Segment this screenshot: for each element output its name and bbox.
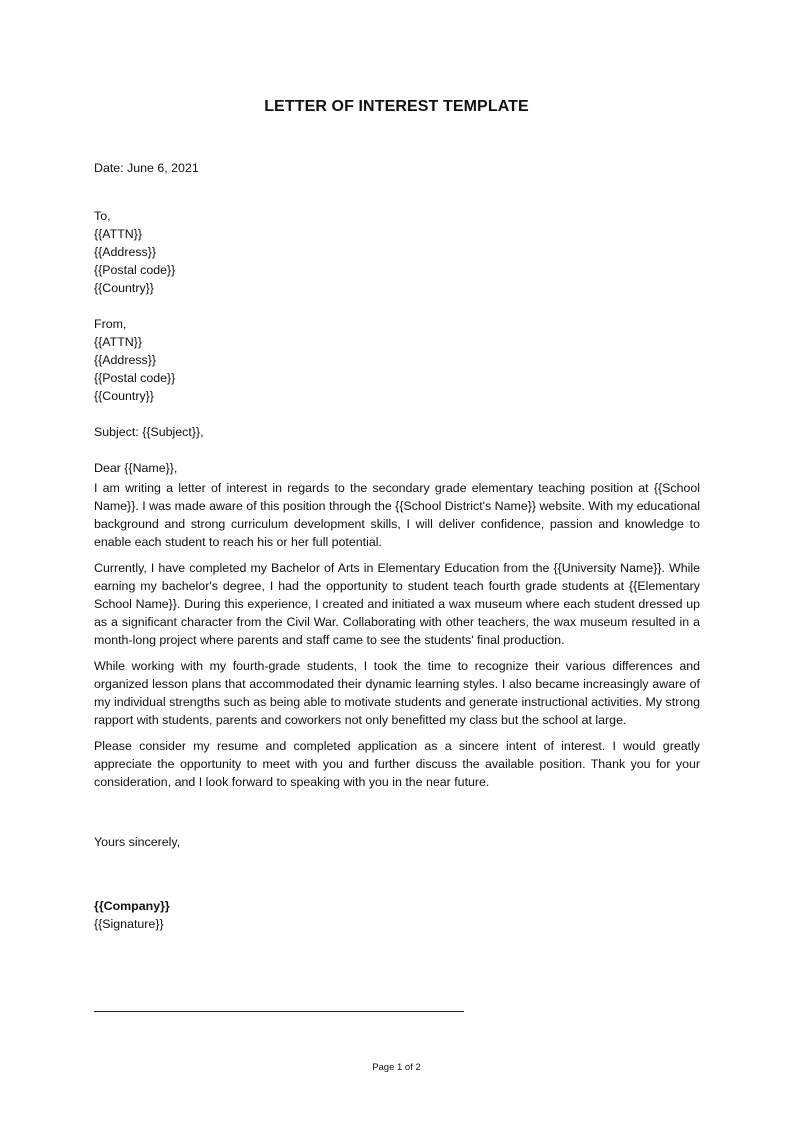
from-address: {{Address}}: [94, 353, 157, 367]
signature-placeholder: {{Signature}}: [94, 917, 164, 931]
salutation: Dear {{Name}},: [94, 461, 178, 475]
paragraph-1: I am writing a letter of interest in regards to the secondary grade elementary teaching position at {{School Name}}. I was made aware of this position through the {{School District's Name}} website. With my educational background and strong curriculum development skills, I will deliver confidence, passion and knowledge to enable each student to reach his or her full potential.: [94, 481, 700, 549]
page-number: Page 1 of 2: [372, 1062, 421, 1073]
company-placeholder: {{Company}}: [94, 899, 170, 913]
paragraph-3: While working with my fourth-grade students, I took the time to recognize their various differences and organized lesson plans that accommodated their dynamic learning styles. I also became increasingly aware of my individual strengths such as being able to motivate students and generate instructional activities. My strong rapport with students, parents and coworkers not only benefitted my class but the school at large.: [94, 659, 700, 727]
sender-block: [94, 315, 700, 405]
to-postal-code: {{Postal code}}: [94, 263, 176, 277]
recipient-block: [94, 207, 700, 297]
from-attn: {{ATTN}}: [94, 335, 142, 349]
paragraph-2: Currently, I have completed my Bachelor of Arts in Elementary Education from the {{University Name}}. While earning my bachelor's degree, I had the opportunity to student teach fourth grade students at {{Elementary School Name}}. During this experience, I created and initiated a wax museum where each student dressed up as a significant character from the Civil War. Collaborating with other teachers, the wax museum resulted in a month-long project where parents and staff came to see the students' final production.: [94, 561, 700, 647]
to-country: {{Country}}: [94, 281, 154, 295]
from-label: From,: [94, 317, 127, 331]
to-label: To,: [94, 209, 111, 223]
subject-line: Subject: {{Subject}},: [94, 425, 204, 439]
from-postal-code: {{Postal code}}: [94, 371, 176, 385]
to-address: {{Address}}: [94, 245, 157, 259]
closing: Yours sincerely,: [94, 835, 181, 849]
from-country: {{Country}}: [94, 389, 154, 403]
paragraph-4: Please consider my resume and completed application as a sincere intent of interest. I would greatly appreciate the opportunity to meet with you and further discuss the available position. Thank you for your consideration, and I look forward to speaking with you in the near future.: [94, 739, 700, 789]
date-line: Date: June 6, 2021: [94, 161, 199, 175]
to-attn: {{ATTN}}: [94, 227, 142, 241]
signature-rule: [94, 1011, 464, 1012]
document-title: LETTER OF INTEREST TEMPLATE: [264, 98, 529, 115]
letter-body: [94, 159, 700, 933]
